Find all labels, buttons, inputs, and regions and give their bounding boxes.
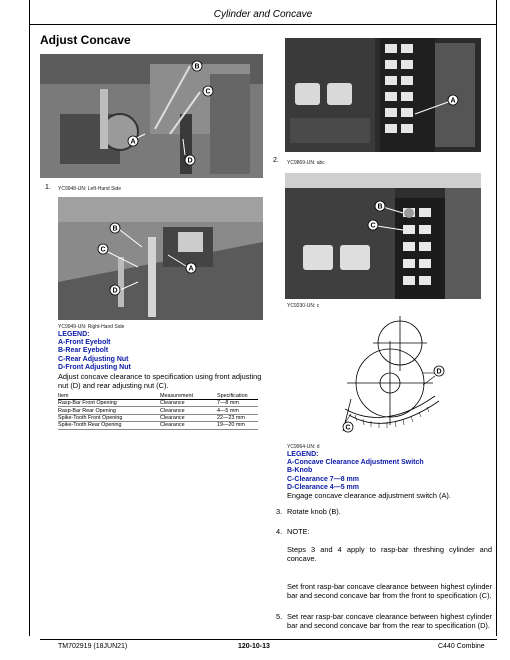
step-3-number: 3. <box>276 507 283 516</box>
table-cell: Clearance <box>160 422 217 429</box>
section-title: Adjust Concave <box>40 33 131 47</box>
table-cell: Clearance <box>160 414 217 421</box>
fig3-callout-b <box>110 223 120 233</box>
intro-text: Adjust concave clearance to specification using front adjusting nut (D) and rear adjusting nut (C). <box>58 372 262 390</box>
fig1-callout-b <box>192 61 202 71</box>
table-cell: 22—23 mm <box>217 414 258 421</box>
legend-2-item: A-Concave Clearance Adjustment Switch <box>287 459 424 467</box>
svg-text:C: C <box>100 246 106 254</box>
table-cell: Spike-Tooth Rear Opening <box>58 422 160 429</box>
legend-1-item: C-Rear Adjusting Nut <box>58 355 129 363</box>
table-row <box>58 407 258 414</box>
legend-1-item: A-Front Eyebolt <box>58 339 111 347</box>
legend-1-head: LEGEND: <box>58 331 90 338</box>
figure-1-caption: YC9948-UN: Left-Hand Side <box>58 186 122 192</box>
figure-2-number: 2. <box>273 157 279 164</box>
table-row <box>58 414 258 421</box>
table-cell: 7—8 mm <box>217 400 258 407</box>
step-5-number: 5. <box>276 612 283 621</box>
table-cell: Rasp-Bar Rear Opening <box>58 407 160 414</box>
fig3-callout-d <box>110 285 120 295</box>
figure-2-photo <box>285 38 481 152</box>
spec-table <box>58 393 258 430</box>
fig2-callout-a <box>448 95 458 105</box>
spec-col-specification: Specification <box>217 393 258 400</box>
svg-text:D: D <box>187 157 193 165</box>
svg-text:B: B <box>377 203 383 211</box>
figure-5-diagram <box>285 311 470 441</box>
footer-rule <box>40 639 497 640</box>
spec-col-item: Item <box>58 393 160 400</box>
svg-text:A: A <box>450 97 456 105</box>
svg-text:A: A <box>188 265 194 273</box>
footer-page-number: 120-10-13 <box>238 643 270 650</box>
svg-text:C: C <box>345 424 351 432</box>
table-cell: Clearance <box>160 400 217 407</box>
svg-text:B: B <box>112 225 118 233</box>
svg-text:D: D <box>436 368 442 376</box>
fig5-callout-c <box>343 422 353 432</box>
figure-5-caption: YC9964-UN: d <box>287 444 320 450</box>
table-cell: 4—5 mm <box>217 407 258 414</box>
svg-text:D: D <box>112 287 118 295</box>
note-text: Steps 3 and 4 apply to rasp-bar threshing cylinder and concave. <box>287 545 492 563</box>
legend-2-item: B-Knob <box>287 467 313 475</box>
table-row <box>58 422 258 429</box>
figure-2-caption: YC9869-UN: abc <box>287 160 325 166</box>
legend-1 <box>58 331 131 372</box>
figure-1-number: 1. <box>45 184 51 191</box>
set-front-text: Set front rasp-bar concave clearance between highest cylinder bar and second concave bar from the front to specification (C). <box>287 582 492 600</box>
figure-1-photo <box>40 54 263 178</box>
step-5-text: Set rear rasp-bar concave clearance between highest cylinder bar and second concave bar from the rear to specification (D). <box>287 612 492 630</box>
legend-2-item: D-Clearance 4—5 mm <box>287 483 359 491</box>
fig1-callout-d <box>185 155 195 165</box>
fig3-callout-c <box>98 244 108 254</box>
legend-2-item: C-Clearance 7—8 mm <box>287 475 359 483</box>
table-cell: Clearance <box>160 407 217 414</box>
fig4-callout-c <box>368 220 378 230</box>
figure-3-photo <box>58 197 263 320</box>
legend-1-item: B-Rear Eyebolt <box>58 347 109 355</box>
table-cell: Rasp-Bar Front Opening <box>58 400 160 407</box>
fig3-callout-a <box>186 263 196 273</box>
table-row <box>58 400 258 407</box>
fig5-callout-d <box>434 366 444 376</box>
step-3-text: Rotate knob (B). <box>287 507 341 516</box>
figure-3-caption: YC9949-UN: Right-Hand Side <box>58 324 125 330</box>
footer-doc-id: TM702919 (18JUN21) <box>58 643 128 650</box>
legend-2 <box>287 451 424 492</box>
svg-text:C: C <box>205 88 211 96</box>
step-4-number: 4. <box>276 527 283 536</box>
fig1-callout-a <box>128 136 138 146</box>
svg-text:A: A <box>130 138 136 146</box>
header-rule <box>29 24 497 25</box>
legend-2-head: LEGEND: <box>287 451 319 458</box>
fig1-callout-c <box>203 86 213 96</box>
legend-1-item: D-Front Adjusting Nut <box>58 363 131 371</box>
fig4-callout-b <box>375 201 385 211</box>
step-4-text: NOTE: <box>287 527 310 536</box>
figure-4-caption: YC9230-UN: c <box>287 303 320 309</box>
table-cell: 19—20 mm <box>217 422 258 429</box>
spec-col-measurement: Measurement <box>160 393 217 400</box>
table-cell: Spike-Tooth Front Opening <box>58 414 160 421</box>
engage-text: Engage concave clearance adjustment switch (A). <box>287 491 451 500</box>
svg-text:C: C <box>370 222 376 230</box>
header-title: Cylinder and Concave <box>213 9 313 20</box>
svg-text:B: B <box>194 63 200 71</box>
figure-4-photo <box>285 173 481 299</box>
footer-model: C440 Combine <box>438 643 485 650</box>
